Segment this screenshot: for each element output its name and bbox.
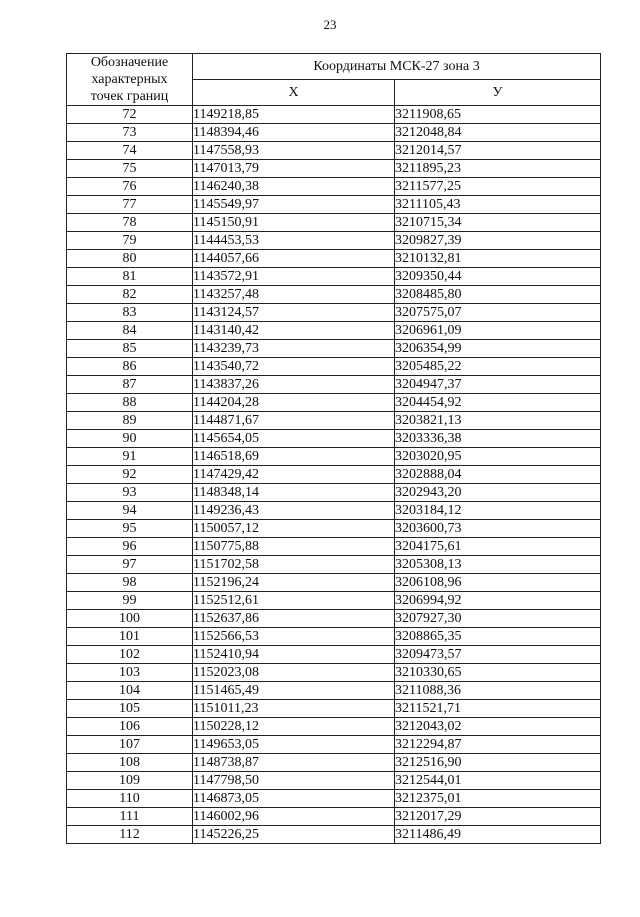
- x-coordinate-cell: 1146873,05: [193, 790, 395, 808]
- point-number-cell: 94: [67, 502, 193, 520]
- table-row: [67, 196, 601, 214]
- y-coordinate-cell: 3202943,20: [395, 484, 601, 502]
- y-coordinate-cell: 3203336,38: [395, 430, 601, 448]
- table-row: [67, 700, 601, 718]
- y-coordinate-cell: 3208865,35: [395, 628, 601, 646]
- y-coordinate-cell: 3212017,29: [395, 808, 601, 826]
- x-coordinate-cell: 1149218,85: [193, 106, 395, 124]
- x-coordinate-cell: 1144453,53: [193, 232, 395, 250]
- point-number-cell: 86: [67, 358, 193, 376]
- x-coordinate-cell: 1148394,46: [193, 124, 395, 142]
- y-coordinate-cell: 3206354,99: [395, 340, 601, 358]
- y-coordinate-cell: 3204947,37: [395, 376, 601, 394]
- y-coordinate-cell: 3209827,39: [395, 232, 601, 250]
- y-coordinate-cell: 3202888,04: [395, 466, 601, 484]
- table-row: [67, 574, 601, 592]
- table-row: [67, 394, 601, 412]
- x-coordinate-cell: 1152410,94: [193, 646, 395, 664]
- coordinate-system-header: Координаты МСК-27 зона 3: [193, 54, 601, 80]
- x-coordinate-cell: 1143837,26: [193, 376, 395, 394]
- point-number-cell: 110: [67, 790, 193, 808]
- point-number-cell: 91: [67, 448, 193, 466]
- x-coordinate-cell: 1149236,43: [193, 502, 395, 520]
- table-row: [67, 376, 601, 394]
- table-row: [67, 682, 601, 700]
- table-row: [67, 304, 601, 322]
- y-coordinate-cell: 3207927,30: [395, 610, 601, 628]
- y-coordinate-cell: 3212043,02: [395, 718, 601, 736]
- x-coordinate-cell: 1143124,57: [193, 304, 395, 322]
- y-coordinate-cell: 3205485,22: [395, 358, 601, 376]
- point-number-cell: 89: [67, 412, 193, 430]
- y-coordinate-cell: 3210330,65: [395, 664, 601, 682]
- x-coordinate-cell: 1144204,28: [193, 394, 395, 412]
- table-row: [67, 214, 601, 232]
- table-row: [67, 646, 601, 664]
- x-coordinate-cell: 1145549,97: [193, 196, 395, 214]
- y-coordinate-cell: 3211521,71: [395, 700, 601, 718]
- table-row: [67, 808, 601, 826]
- point-number-cell: 112: [67, 826, 193, 844]
- x-coordinate-cell: 1152637,86: [193, 610, 395, 628]
- x-coordinate-cell: 1143540,72: [193, 358, 395, 376]
- y-coordinate-cell: 3203600,73: [395, 520, 601, 538]
- y-coordinate-cell: 3206961,09: [395, 322, 601, 340]
- table-row: [67, 250, 601, 268]
- y-coordinate-cell: 3212544,01: [395, 772, 601, 790]
- table-row: [67, 160, 601, 178]
- x-coordinate-cell: 1145226,25: [193, 826, 395, 844]
- y-coordinate-cell: 3212516,90: [395, 754, 601, 772]
- x-coordinate-cell: 1152023,08: [193, 664, 395, 682]
- x-coordinate-cell: 1144871,67: [193, 412, 395, 430]
- y-coordinate-cell: 3211895,23: [395, 160, 601, 178]
- table-row: [67, 718, 601, 736]
- point-number-cell: 105: [67, 700, 193, 718]
- table-row: [67, 142, 601, 160]
- y-coordinate-cell: 3203020,95: [395, 448, 601, 466]
- table-row: [67, 520, 601, 538]
- table-row: [67, 484, 601, 502]
- point-number-cell: 95: [67, 520, 193, 538]
- table-row: [67, 358, 601, 376]
- point-number-cell: 88: [67, 394, 193, 412]
- y-coordinate-cell: 3211105,43: [395, 196, 601, 214]
- x-coordinate-cell: 1145150,91: [193, 214, 395, 232]
- point-number-cell: 76: [67, 178, 193, 196]
- table-row: [67, 610, 601, 628]
- x-column-header: X: [193, 80, 395, 106]
- table-row: [67, 754, 601, 772]
- y-coordinate-cell: 3211577,25: [395, 178, 601, 196]
- y-coordinate-cell: 3209350,44: [395, 268, 601, 286]
- y-coordinate-cell: 3206994,92: [395, 592, 601, 610]
- point-number-cell: 78: [67, 214, 193, 232]
- x-coordinate-cell: 1150057,12: [193, 520, 395, 538]
- y-coordinate-cell: 3212014,57: [395, 142, 601, 160]
- x-coordinate-cell: 1143257,48: [193, 286, 395, 304]
- x-coordinate-cell: 1143140,42: [193, 322, 395, 340]
- x-coordinate-cell: 1148738,87: [193, 754, 395, 772]
- point-number-cell: 75: [67, 160, 193, 178]
- page-number: 23: [323, 17, 337, 32]
- table-row: [67, 322, 601, 340]
- point-number-cell: 87: [67, 376, 193, 394]
- point-number-cell: 90: [67, 430, 193, 448]
- table-row: [67, 772, 601, 790]
- point-number-cell: 107: [67, 736, 193, 754]
- point-number-cell: 101: [67, 628, 193, 646]
- y-coordinate-cell: 3208485,80: [395, 286, 601, 304]
- table-row: [67, 628, 601, 646]
- table-row: [67, 178, 601, 196]
- table-row: [67, 664, 601, 682]
- x-coordinate-cell: 1151702,58: [193, 556, 395, 574]
- y-coordinate-cell: 3203184,12: [395, 502, 601, 520]
- table-row: [67, 556, 601, 574]
- x-coordinate-cell: 1151011,23: [193, 700, 395, 718]
- y-coordinate-cell: 3211088,36: [395, 682, 601, 700]
- point-number-cell: 83: [67, 304, 193, 322]
- x-coordinate-cell: 1148348,14: [193, 484, 395, 502]
- point-number-cell: 97: [67, 556, 193, 574]
- table-row: [67, 340, 601, 358]
- table-row: [67, 736, 601, 754]
- point-number-cell: 72: [67, 106, 193, 124]
- x-coordinate-cell: 1147558,93: [193, 142, 395, 160]
- designation-header-line: характерных: [91, 72, 168, 87]
- table-row: [67, 790, 601, 808]
- y-column-header: У: [395, 80, 601, 106]
- point-number-cell: 85: [67, 340, 193, 358]
- point-number-cell: 108: [67, 754, 193, 772]
- designation-header-line: Обозначение: [90, 55, 169, 70]
- x-coordinate-cell: 1147429,42: [193, 466, 395, 484]
- designation-header-line: точек границ: [90, 89, 169, 104]
- point-number-cell: 111: [67, 808, 193, 826]
- x-coordinate-cell: 1147798,50: [193, 772, 395, 790]
- point-number-cell: 104: [67, 682, 193, 700]
- x-coordinate-cell: 1152512,61: [193, 592, 395, 610]
- point-number-cell: 73: [67, 124, 193, 142]
- point-number-cell: 77: [67, 196, 193, 214]
- table-row: [67, 286, 601, 304]
- table-row: [67, 232, 601, 250]
- x-coordinate-cell: 1146002,96: [193, 808, 395, 826]
- table-body: [67, 106, 601, 844]
- y-coordinate-cell: 3210132,81: [395, 250, 601, 268]
- y-coordinate-cell: 3204175,61: [395, 538, 601, 556]
- point-number-cell: 92: [67, 466, 193, 484]
- table-row: [67, 268, 601, 286]
- table-row: [67, 124, 601, 142]
- y-coordinate-cell: 3211908,65: [395, 106, 601, 124]
- point-number-cell: 80: [67, 250, 193, 268]
- x-coordinate-cell: 1143572,91: [193, 268, 395, 286]
- table-row: [67, 466, 601, 484]
- table-row: [67, 448, 601, 466]
- y-coordinate-cell: 3212375,01: [395, 790, 601, 808]
- x-coordinate-cell: 1145654,05: [193, 430, 395, 448]
- table-row: [67, 538, 601, 556]
- table-row: [67, 412, 601, 430]
- y-coordinate-cell: 3207575,07: [395, 304, 601, 322]
- y-coordinate-cell: 3212294,87: [395, 736, 601, 754]
- table-header: [67, 54, 601, 106]
- y-coordinate-cell: 3203821,13: [395, 412, 601, 430]
- point-number-cell: 109: [67, 772, 193, 790]
- x-coordinate-cell: 1147013,79: [193, 160, 395, 178]
- point-number-cell: 98: [67, 574, 193, 592]
- coordinates-table: [66, 53, 601, 844]
- y-coordinate-cell: 3205308,13: [395, 556, 601, 574]
- point-number-cell: 103: [67, 664, 193, 682]
- y-coordinate-cell: 3212048,84: [395, 124, 601, 142]
- x-coordinate-cell: 1152566,53: [193, 628, 395, 646]
- point-number-cell: 102: [67, 646, 193, 664]
- point-number-cell: 74: [67, 142, 193, 160]
- x-coordinate-cell: 1152196,24: [193, 574, 395, 592]
- x-coordinate-cell: 1149653,05: [193, 736, 395, 754]
- point-number-cell: 81: [67, 268, 193, 286]
- y-coordinate-cell: 3209473,57: [395, 646, 601, 664]
- point-number-cell: 84: [67, 322, 193, 340]
- table-row: [67, 430, 601, 448]
- x-coordinate-cell: 1144057,66: [193, 250, 395, 268]
- point-number-cell: 82: [67, 286, 193, 304]
- point-number-cell: 79: [67, 232, 193, 250]
- x-coordinate-cell: 1151465,49: [193, 682, 395, 700]
- point-number-cell: 99: [67, 592, 193, 610]
- point-number-cell: 93: [67, 484, 193, 502]
- table-row: [67, 826, 601, 844]
- y-coordinate-cell: 3204454,92: [395, 394, 601, 412]
- point-number-cell: 96: [67, 538, 193, 556]
- designation-header: [67, 54, 193, 106]
- y-coordinate-cell: 3210715,34: [395, 214, 601, 232]
- point-number-cell: 100: [67, 610, 193, 628]
- x-coordinate-cell: 1146518,69: [193, 448, 395, 466]
- table-row: [67, 106, 601, 124]
- point-number-cell: 106: [67, 718, 193, 736]
- x-coordinate-cell: 1146240,38: [193, 178, 395, 196]
- x-coordinate-cell: 1150775,88: [193, 538, 395, 556]
- table-row: [67, 592, 601, 610]
- y-coordinate-cell: 3206108,96: [395, 574, 601, 592]
- x-coordinate-cell: 1150228,12: [193, 718, 395, 736]
- table-row: [67, 502, 601, 520]
- x-coordinate-cell: 1143239,73: [193, 340, 395, 358]
- y-coordinate-cell: 3211486,49: [395, 826, 601, 844]
